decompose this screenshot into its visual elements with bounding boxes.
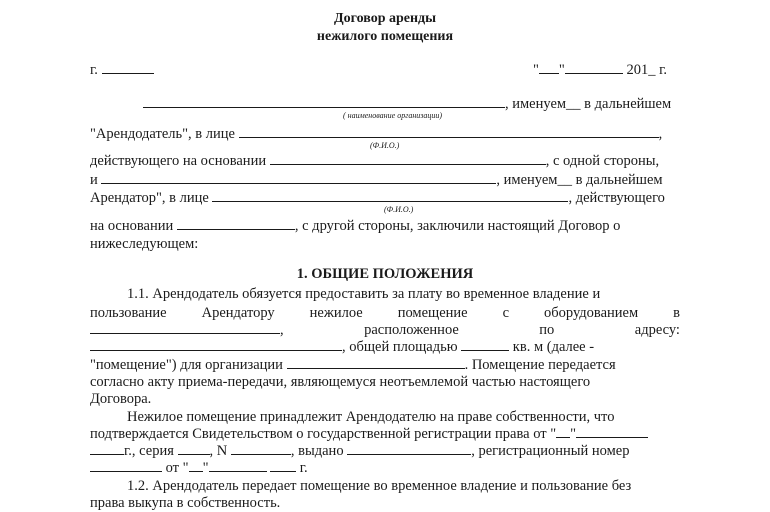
reg-number-text: , регистрационный номер xyxy=(471,443,630,459)
cert-month-blank xyxy=(576,426,648,438)
comma-2: , xyxy=(280,322,284,338)
basis-blank-2 xyxy=(177,218,295,230)
city-label: г. xyxy=(90,62,98,78)
month-blank xyxy=(565,62,623,74)
acting-basis-text: действующего на основании xyxy=(90,153,267,169)
area-blank xyxy=(461,339,509,351)
reg-number-blank xyxy=(90,460,162,472)
ownership-line-1: Нежилое помещение принадлежит Арендодателю на праве собственности, что xyxy=(127,409,615,425)
lessor-in-person: "Арендодатель", в лице xyxy=(90,126,235,142)
p11-line-5 xyxy=(90,357,616,373)
p11-word-6: оборудованием xyxy=(544,305,639,321)
lessee-org-blank xyxy=(101,172,496,184)
city-line xyxy=(90,62,154,78)
ownership-line-3 xyxy=(90,443,630,459)
cert-quote-close: " xyxy=(570,426,577,442)
p11-l3-word-1: расположенное xyxy=(364,322,459,338)
comma: , xyxy=(658,126,663,142)
following-line: нижеследующем: xyxy=(90,236,199,252)
ownership-line-2 xyxy=(90,426,648,442)
lessee-line xyxy=(90,190,665,206)
and-text: и xyxy=(90,172,98,188)
total-area-text: , общей площадью xyxy=(342,339,458,355)
other-side-text: , с другой стороны, заключили настоящий Договор о xyxy=(294,218,621,234)
p11-word-2: Арендатору xyxy=(201,305,275,321)
issued-text: , выдано xyxy=(290,443,344,459)
lessee-rep-blank xyxy=(212,190,568,202)
reg-quote-close: " xyxy=(202,460,209,476)
sqm-text: кв. м (далее - xyxy=(512,339,595,355)
one-side-text: , с одной стороны, xyxy=(545,153,660,169)
date-quote-open: " xyxy=(533,62,539,78)
year-text: 201_ г. xyxy=(626,62,668,78)
p11-line-2 xyxy=(90,305,680,321)
p11-l3-word-3: адресу: xyxy=(634,322,680,338)
reg-year-g: г. xyxy=(299,460,308,476)
hint-fio-2: (Ф.И.О.) xyxy=(384,205,414,214)
acting-basis-line xyxy=(90,153,659,169)
p11-line-1: 1.1. Арендодатель обязуется предоставить за плату во временное владение и xyxy=(127,286,601,302)
p11-line-6: согласно акту приема-передачи, являющемуся неотъемлемой частью настоящего xyxy=(90,374,591,390)
ownership-line-4 xyxy=(90,460,308,476)
from-text: от " xyxy=(165,460,189,476)
lessor-line xyxy=(90,126,662,142)
acting-text: , действующего xyxy=(568,190,665,206)
number-blank xyxy=(231,443,291,455)
p11-line-3 xyxy=(90,322,680,338)
document-title: Договор аренды xyxy=(333,11,437,26)
reg-year-blank xyxy=(270,460,296,472)
p11-word-7: в xyxy=(673,305,680,321)
equipment-blank xyxy=(90,322,280,334)
transferred-text: . Помещение передается xyxy=(464,357,616,373)
day-blank xyxy=(539,62,559,74)
hint-fio-1: (Ф.И.О.) xyxy=(370,141,400,150)
basis-blank-1 xyxy=(270,153,546,165)
p11-l3-word-2: по xyxy=(539,322,555,338)
section-1-heading: 1. ОБЩИЕ ПОЛОЖЕНИЯ xyxy=(296,266,474,282)
premises-for-org-text: "помещение") для организации xyxy=(90,357,283,373)
date-line xyxy=(533,62,667,78)
on-basis-text: на основании xyxy=(90,218,174,234)
cert-year-blank xyxy=(90,443,124,455)
p11-word-1: пользование xyxy=(90,305,167,321)
lessee-org-line xyxy=(90,172,663,188)
address-blank xyxy=(90,339,342,351)
p12-line-1: 1.2. Арендодатель передает помещение во временное владение и пользование без xyxy=(127,478,632,494)
org-line xyxy=(143,96,671,112)
document-subtitle: нежилого помещения xyxy=(316,29,454,44)
series-blank xyxy=(178,443,210,455)
p11-word-5: с xyxy=(502,305,510,321)
p11-word-4: помещение xyxy=(397,305,468,321)
series-text: г., серия xyxy=(124,443,174,459)
p11-line-7: Договора. xyxy=(90,391,152,407)
purpose-blank xyxy=(287,357,465,369)
p12-line-2: права выкупа в собственность. xyxy=(90,495,281,511)
number-text: , N xyxy=(209,443,228,459)
hint-organization: ( наименование организации) xyxy=(343,111,443,120)
reg-day-blank xyxy=(189,460,203,472)
p11-word-3: нежилое xyxy=(309,305,363,321)
city-blank xyxy=(102,62,154,74)
date-quote-close: " xyxy=(558,62,565,78)
lessor-rep-blank xyxy=(239,126,659,138)
certificate-text: подтверждается Свидетельством о государственной регистрации права от " xyxy=(90,426,557,442)
other-side-line xyxy=(90,218,620,234)
p11-line-4 xyxy=(90,339,594,355)
lessee-in-person: Арендатор", в лице xyxy=(90,190,209,206)
issued-by-blank xyxy=(347,443,471,455)
named-text: , именуем__ в дальнейшем xyxy=(505,96,672,112)
named-text-2: , именуем__ в дальнейшем xyxy=(496,172,663,188)
org-name-blank xyxy=(143,96,505,108)
reg-month-blank xyxy=(209,460,267,472)
cert-day-blank xyxy=(556,426,570,438)
